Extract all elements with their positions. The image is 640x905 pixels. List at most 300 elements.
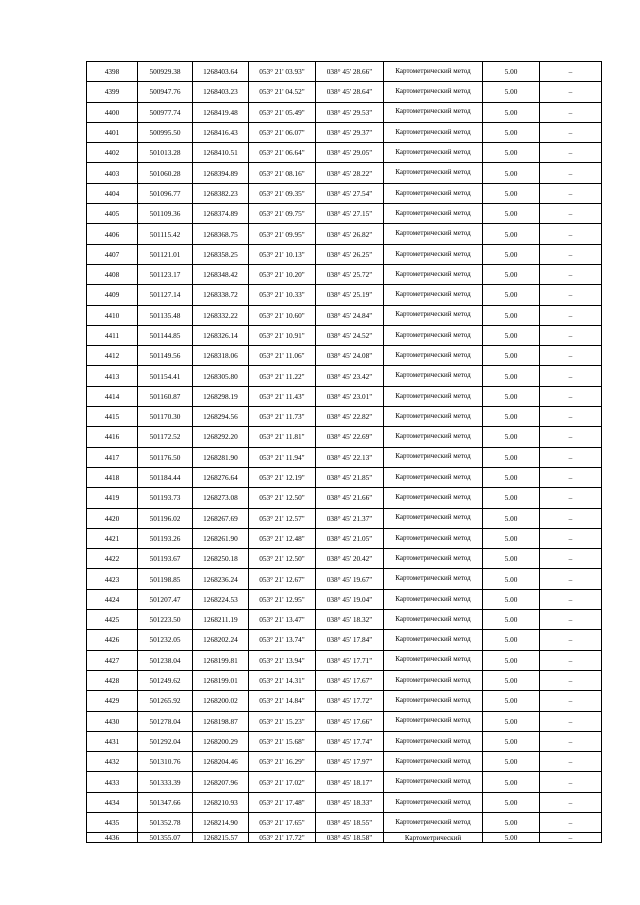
note-cell: – — [540, 346, 602, 366]
note-cell: – — [540, 163, 602, 183]
x-coordinate-cell: 501172.52 — [138, 427, 193, 447]
latitude-cell: 053° 21' 17.65" — [249, 812, 316, 832]
latitude-cell: 053° 21' 06.64" — [249, 143, 316, 163]
table-row — [87, 589, 602, 609]
table-row — [87, 224, 602, 244]
point-number-cell: 4413 — [87, 366, 138, 386]
latitude-cell: 053° 21' 11.81" — [249, 427, 316, 447]
coordinates-table — [86, 61, 602, 843]
point-number-cell: 4428 — [87, 670, 138, 690]
note-cell: – — [540, 62, 602, 82]
latitude-cell: 053° 21' 10.33" — [249, 285, 316, 305]
latitude-cell: 053° 21' 12.57" — [249, 508, 316, 528]
table-row — [87, 752, 602, 772]
x-coordinate-cell: 500947.76 — [138, 82, 193, 102]
latitude-cell: 053° 21' 13.94" — [249, 650, 316, 670]
accuracy-cell: 5.00 — [483, 163, 540, 183]
method-cell: Картометрический метод — [384, 102, 483, 122]
y-coordinate-cell: 1268318.06 — [193, 346, 249, 366]
longitude-cell: 038° 45' 22.82" — [316, 407, 384, 427]
accuracy-cell: 5.00 — [483, 752, 540, 772]
y-coordinate-cell: 1268215.57 — [193, 833, 249, 843]
accuracy-cell: 5.00 — [483, 670, 540, 690]
accuracy-cell: 5.00 — [483, 244, 540, 264]
point-number-cell: 4426 — [87, 630, 138, 650]
table-row — [87, 528, 602, 548]
longitude-cell: 038° 45' 28.22" — [316, 163, 384, 183]
point-number-cell: 4430 — [87, 711, 138, 731]
latitude-cell: 053° 21' 11.43" — [249, 386, 316, 406]
table-row — [87, 143, 602, 163]
latitude-cell: 053° 21' 11.22" — [249, 366, 316, 386]
x-coordinate-cell: 501278.04 — [138, 711, 193, 731]
method-cell: Картометрический метод — [384, 346, 483, 366]
point-number-cell: 4421 — [87, 528, 138, 548]
document-page — [86, 61, 601, 843]
accuracy-cell: 5.00 — [483, 610, 540, 630]
x-coordinate-cell: 500929.38 — [138, 62, 193, 82]
y-coordinate-cell: 1268211.19 — [193, 610, 249, 630]
latitude-cell: 053° 21' 16.29" — [249, 752, 316, 772]
accuracy-cell: 5.00 — [483, 691, 540, 711]
y-coordinate-cell: 1268338.72 — [193, 285, 249, 305]
y-coordinate-cell: 1268292.20 — [193, 427, 249, 447]
y-coordinate-cell: 1268358.25 — [193, 244, 249, 264]
point-number-cell: 4406 — [87, 224, 138, 244]
longitude-cell: 038° 45' 21.66" — [316, 488, 384, 508]
x-coordinate-cell: 501238.04 — [138, 650, 193, 670]
latitude-cell: 053° 21' 10.60" — [249, 305, 316, 325]
note-cell: – — [540, 285, 602, 305]
note-cell: – — [540, 143, 602, 163]
latitude-cell: 053° 21' 11.73" — [249, 407, 316, 427]
note-cell: – — [540, 264, 602, 284]
x-coordinate-cell: 501310.76 — [138, 752, 193, 772]
longitude-cell: 038° 45' 25.19" — [316, 285, 384, 305]
y-coordinate-cell: 1268298.19 — [193, 386, 249, 406]
longitude-cell: 038° 45' 23.42" — [316, 366, 384, 386]
x-coordinate-cell: 501265.92 — [138, 691, 193, 711]
x-coordinate-cell: 501123.17 — [138, 264, 193, 284]
note-cell: – — [540, 224, 602, 244]
latitude-cell: 053° 21' 05.49" — [249, 102, 316, 122]
longitude-cell: 038° 45' 17.84" — [316, 630, 384, 650]
note-cell: – — [540, 589, 602, 609]
longitude-cell: 038° 45' 21.05" — [316, 528, 384, 548]
x-coordinate-cell: 501223.50 — [138, 610, 193, 630]
y-coordinate-cell: 1268210.93 — [193, 792, 249, 812]
table-row — [87, 711, 602, 731]
latitude-cell: 053° 21' 12.67" — [249, 569, 316, 589]
accuracy-cell: 5.00 — [483, 122, 540, 142]
accuracy-cell: 5.00 — [483, 792, 540, 812]
x-coordinate-cell: 501193.73 — [138, 488, 193, 508]
method-cell: Картометрический метод — [384, 812, 483, 832]
point-number-cell: 4405 — [87, 204, 138, 224]
method-cell: Картометрический — [384, 833, 483, 843]
longitude-cell: 038° 45' 19.67" — [316, 569, 384, 589]
note-cell: – — [540, 102, 602, 122]
note-cell: – — [540, 305, 602, 325]
accuracy-cell: 5.00 — [483, 305, 540, 325]
latitude-cell: 053° 21' 11.06" — [249, 346, 316, 366]
note-cell: – — [540, 122, 602, 142]
accuracy-cell: 5.00 — [483, 366, 540, 386]
point-number-cell: 4410 — [87, 305, 138, 325]
latitude-cell: 053° 21' 10.91" — [249, 325, 316, 345]
method-cell: Картометрический метод — [384, 122, 483, 142]
accuracy-cell: 5.00 — [483, 224, 540, 244]
x-coordinate-cell: 501333.39 — [138, 772, 193, 792]
point-number-cell: 4415 — [87, 407, 138, 427]
longitude-cell: 038° 45' 22.13" — [316, 447, 384, 467]
point-number-cell: 4402 — [87, 143, 138, 163]
accuracy-cell: 5.00 — [483, 102, 540, 122]
latitude-cell: 053° 21' 14.84" — [249, 691, 316, 711]
table-row — [87, 366, 602, 386]
method-cell: Картометрический метод — [384, 183, 483, 203]
point-number-cell: 4416 — [87, 427, 138, 447]
latitude-cell: 053° 21' 12.48" — [249, 528, 316, 548]
note-cell: – — [540, 752, 602, 772]
accuracy-cell: 5.00 — [483, 264, 540, 284]
latitude-cell: 053° 21' 09.95" — [249, 224, 316, 244]
method-cell: Картометрический метод — [384, 508, 483, 528]
method-cell: Картометрический метод — [384, 630, 483, 650]
method-cell: Картометрический метод — [384, 650, 483, 670]
note-cell: – — [540, 630, 602, 650]
note-cell: – — [540, 82, 602, 102]
longitude-cell: 038° 45' 18.33" — [316, 792, 384, 812]
point-number-cell: 4412 — [87, 346, 138, 366]
latitude-cell: 053° 21' 12.50" — [249, 549, 316, 569]
y-coordinate-cell: 1268198.87 — [193, 711, 249, 731]
x-coordinate-cell: 501127.14 — [138, 285, 193, 305]
table-row — [87, 772, 602, 792]
latitude-cell: 053° 21' 10.13" — [249, 244, 316, 264]
table-row — [87, 183, 602, 203]
table-row — [87, 305, 602, 325]
latitude-cell: 053° 21' 09.35" — [249, 183, 316, 203]
note-cell: – — [540, 427, 602, 447]
point-number-cell: 4403 — [87, 163, 138, 183]
method-cell: Картометрический метод — [384, 204, 483, 224]
table-row — [87, 122, 602, 142]
point-number-cell: 4398 — [87, 62, 138, 82]
x-coordinate-cell: 501196.02 — [138, 508, 193, 528]
x-coordinate-cell: 501176.50 — [138, 447, 193, 467]
y-coordinate-cell: 1268382.23 — [193, 183, 249, 203]
point-number-cell: 4425 — [87, 610, 138, 630]
table-row — [87, 833, 602, 843]
x-coordinate-cell: 501170.30 — [138, 407, 193, 427]
latitude-cell: 053° 21' 03.93" — [249, 62, 316, 82]
latitude-cell: 053° 21' 14.31" — [249, 670, 316, 690]
method-cell: Картометрический метод — [384, 610, 483, 630]
longitude-cell: 038° 45' 27.54" — [316, 183, 384, 203]
y-coordinate-cell: 1268403.64 — [193, 62, 249, 82]
note-cell: – — [540, 407, 602, 427]
table-row — [87, 285, 602, 305]
table-row — [87, 427, 602, 447]
accuracy-cell: 5.00 — [483, 549, 540, 569]
point-number-cell: 4434 — [87, 792, 138, 812]
point-number-cell: 4433 — [87, 772, 138, 792]
latitude-cell: 053° 21' 12.50" — [249, 488, 316, 508]
longitude-cell: 038° 45' 17.97" — [316, 752, 384, 772]
method-cell: Картометрический метод — [384, 711, 483, 731]
table-body — [87, 62, 602, 843]
note-cell: – — [540, 467, 602, 487]
longitude-cell: 038° 45' 26.25" — [316, 244, 384, 264]
y-coordinate-cell: 1268236.24 — [193, 569, 249, 589]
point-number-cell: 4401 — [87, 122, 138, 142]
point-number-cell: 4431 — [87, 731, 138, 751]
table-row — [87, 244, 602, 264]
note-cell: – — [540, 610, 602, 630]
note-cell: – — [540, 670, 602, 690]
accuracy-cell: 5.00 — [483, 772, 540, 792]
method-cell: Картометрический метод — [384, 447, 483, 467]
y-coordinate-cell: 1268224.53 — [193, 589, 249, 609]
point-number-cell: 4400 — [87, 102, 138, 122]
method-cell: Картометрический метод — [384, 407, 483, 427]
table-row — [87, 691, 602, 711]
method-cell: Картометрический метод — [384, 569, 483, 589]
note-cell: – — [540, 772, 602, 792]
table-row — [87, 549, 602, 569]
table-row — [87, 670, 602, 690]
longitude-cell: 038° 45' 26.82" — [316, 224, 384, 244]
accuracy-cell: 5.00 — [483, 204, 540, 224]
x-coordinate-cell: 501355.07 — [138, 833, 193, 843]
point-number-cell: 4420 — [87, 508, 138, 528]
accuracy-cell: 5.00 — [483, 62, 540, 82]
method-cell: Картометрический метод — [384, 143, 483, 163]
longitude-cell: 038° 45' 18.55" — [316, 812, 384, 832]
note-cell: – — [540, 711, 602, 731]
longitude-cell: 038° 45' 22.69" — [316, 427, 384, 447]
longitude-cell: 038° 45' 24.52" — [316, 325, 384, 345]
latitude-cell: 053° 21' 17.02" — [249, 772, 316, 792]
latitude-cell: 053° 21' 15.68" — [249, 731, 316, 751]
y-coordinate-cell: 1268199.01 — [193, 670, 249, 690]
accuracy-cell: 5.00 — [483, 833, 540, 843]
table-row — [87, 650, 602, 670]
method-cell: Картометрический метод — [384, 305, 483, 325]
y-coordinate-cell: 1268250.18 — [193, 549, 249, 569]
accuracy-cell: 5.00 — [483, 528, 540, 548]
longitude-cell: 038° 45' 23.01" — [316, 386, 384, 406]
x-coordinate-cell: 501135.48 — [138, 305, 193, 325]
table-row — [87, 488, 602, 508]
accuracy-cell: 5.00 — [483, 325, 540, 345]
accuracy-cell: 5.00 — [483, 488, 540, 508]
latitude-cell: 053° 21' 15.23" — [249, 711, 316, 731]
longitude-cell: 038° 45' 24.08" — [316, 346, 384, 366]
x-coordinate-cell: 501096.77 — [138, 183, 193, 203]
longitude-cell: 038° 45' 21.85" — [316, 467, 384, 487]
point-number-cell: 4404 — [87, 183, 138, 203]
y-coordinate-cell: 1268394.89 — [193, 163, 249, 183]
point-number-cell: 4419 — [87, 488, 138, 508]
x-coordinate-cell: 501121.01 — [138, 244, 193, 264]
longitude-cell: 038° 45' 28.66" — [316, 62, 384, 82]
method-cell: Картометрический метод — [384, 589, 483, 609]
table-row — [87, 407, 602, 427]
method-cell: Картометрический метод — [384, 772, 483, 792]
accuracy-cell: 5.00 — [483, 650, 540, 670]
y-coordinate-cell: 1268202.24 — [193, 630, 249, 650]
method-cell: Картометрический метод — [384, 163, 483, 183]
note-cell: – — [540, 650, 602, 670]
x-coordinate-cell: 501160.87 — [138, 386, 193, 406]
latitude-cell: 053° 21' 13.47" — [249, 610, 316, 630]
latitude-cell: 053° 21' 10.20" — [249, 264, 316, 284]
y-coordinate-cell: 1268419.48 — [193, 102, 249, 122]
longitude-cell: 038° 45' 24.84" — [316, 305, 384, 325]
longitude-cell: 038° 45' 29.37" — [316, 122, 384, 142]
accuracy-cell: 5.00 — [483, 407, 540, 427]
method-cell: Картометрический метод — [384, 670, 483, 690]
method-cell: Картометрический метод — [384, 427, 483, 447]
accuracy-cell: 5.00 — [483, 731, 540, 751]
longitude-cell: 038° 45' 17.66" — [316, 711, 384, 731]
method-cell: Картометрический метод — [384, 467, 483, 487]
accuracy-cell: 5.00 — [483, 630, 540, 650]
table-row — [87, 731, 602, 751]
point-number-cell: 4408 — [87, 264, 138, 284]
y-coordinate-cell: 1268374.89 — [193, 204, 249, 224]
table-row — [87, 569, 602, 589]
latitude-cell: 053° 21' 17.48" — [249, 792, 316, 812]
note-cell: – — [540, 204, 602, 224]
x-coordinate-cell: 501292.04 — [138, 731, 193, 751]
table-row — [87, 630, 602, 650]
note-cell: – — [540, 833, 602, 843]
x-coordinate-cell: 500977.74 — [138, 102, 193, 122]
longitude-cell: 038° 45' 17.71" — [316, 650, 384, 670]
point-number-cell: 4423 — [87, 569, 138, 589]
longitude-cell: 038° 45' 21.37" — [316, 508, 384, 528]
table-row — [87, 610, 602, 630]
x-coordinate-cell: 501232.05 — [138, 630, 193, 650]
accuracy-cell: 5.00 — [483, 143, 540, 163]
y-coordinate-cell: 1268294.56 — [193, 407, 249, 427]
longitude-cell: 038° 45' 25.72" — [316, 264, 384, 284]
point-number-cell: 4435 — [87, 812, 138, 832]
table-row — [87, 467, 602, 487]
accuracy-cell: 5.00 — [483, 82, 540, 102]
method-cell: Картометрический метод — [384, 325, 483, 345]
x-coordinate-cell: 501184.44 — [138, 467, 193, 487]
table-row — [87, 447, 602, 467]
table-row — [87, 346, 602, 366]
accuracy-cell: 5.00 — [483, 386, 540, 406]
accuracy-cell: 5.00 — [483, 346, 540, 366]
latitude-cell: 053° 21' 12.95" — [249, 589, 316, 609]
latitude-cell: 053° 21' 17.72" — [249, 833, 316, 843]
table-row — [87, 325, 602, 345]
y-coordinate-cell: 1268326.14 — [193, 325, 249, 345]
accuracy-cell: 5.00 — [483, 427, 540, 447]
point-number-cell: 4432 — [87, 752, 138, 772]
y-coordinate-cell: 1268416.43 — [193, 122, 249, 142]
point-number-cell: 4411 — [87, 325, 138, 345]
y-coordinate-cell: 1268204.46 — [193, 752, 249, 772]
y-coordinate-cell: 1268267.69 — [193, 508, 249, 528]
table-row — [87, 386, 602, 406]
accuracy-cell: 5.00 — [483, 589, 540, 609]
longitude-cell: 038° 45' 17.74" — [316, 731, 384, 751]
x-coordinate-cell: 501198.85 — [138, 569, 193, 589]
method-cell: Картометрический метод — [384, 731, 483, 751]
y-coordinate-cell: 1268348.42 — [193, 264, 249, 284]
note-cell: – — [540, 488, 602, 508]
y-coordinate-cell: 1268368.75 — [193, 224, 249, 244]
accuracy-cell: 5.00 — [483, 711, 540, 731]
note-cell: – — [540, 812, 602, 832]
accuracy-cell: 5.00 — [483, 183, 540, 203]
longitude-cell: 038° 45' 27.15" — [316, 204, 384, 224]
latitude-cell: 053° 21' 13.74" — [249, 630, 316, 650]
note-cell: – — [540, 691, 602, 711]
note-cell: – — [540, 325, 602, 345]
x-coordinate-cell: 501149.56 — [138, 346, 193, 366]
method-cell: Картометрический метод — [384, 752, 483, 772]
table-row — [87, 508, 602, 528]
y-coordinate-cell: 1268410.51 — [193, 143, 249, 163]
x-coordinate-cell: 501109.36 — [138, 204, 193, 224]
point-number-cell: 4436 — [87, 833, 138, 843]
longitude-cell: 038° 45' 19.04" — [316, 589, 384, 609]
longitude-cell: 038° 45' 17.72" — [316, 691, 384, 711]
x-coordinate-cell: 501144.85 — [138, 325, 193, 345]
x-coordinate-cell: 501207.47 — [138, 589, 193, 609]
longitude-cell: 038° 45' 18.58" — [316, 833, 384, 843]
y-coordinate-cell: 1268276.64 — [193, 467, 249, 487]
x-coordinate-cell: 501115.42 — [138, 224, 193, 244]
longitude-cell: 038° 45' 20.42" — [316, 549, 384, 569]
note-cell: – — [540, 549, 602, 569]
note-cell: – — [540, 792, 602, 812]
note-cell: – — [540, 183, 602, 203]
longitude-cell: 038° 45' 18.17" — [316, 772, 384, 792]
y-coordinate-cell: 1268207.96 — [193, 772, 249, 792]
accuracy-cell: 5.00 — [483, 812, 540, 832]
x-coordinate-cell: 500995.50 — [138, 122, 193, 142]
x-coordinate-cell: 501352.78 — [138, 812, 193, 832]
point-number-cell: 4407 — [87, 244, 138, 264]
method-cell: Картометрический метод — [384, 792, 483, 812]
x-coordinate-cell: 501249.62 — [138, 670, 193, 690]
method-cell: Картометрический метод — [384, 549, 483, 569]
x-coordinate-cell: 501060.28 — [138, 163, 193, 183]
y-coordinate-cell: 1268200.29 — [193, 731, 249, 751]
note-cell: – — [540, 508, 602, 528]
x-coordinate-cell: 501347.66 — [138, 792, 193, 812]
y-coordinate-cell: 1268281.90 — [193, 447, 249, 467]
table-row — [87, 204, 602, 224]
latitude-cell: 053° 21' 06.07" — [249, 122, 316, 142]
x-coordinate-cell: 501013.28 — [138, 143, 193, 163]
note-cell: – — [540, 386, 602, 406]
x-coordinate-cell: 501193.67 — [138, 549, 193, 569]
method-cell: Картометрический метод — [384, 285, 483, 305]
note-cell: – — [540, 447, 602, 467]
accuracy-cell: 5.00 — [483, 569, 540, 589]
point-number-cell: 4399 — [87, 82, 138, 102]
